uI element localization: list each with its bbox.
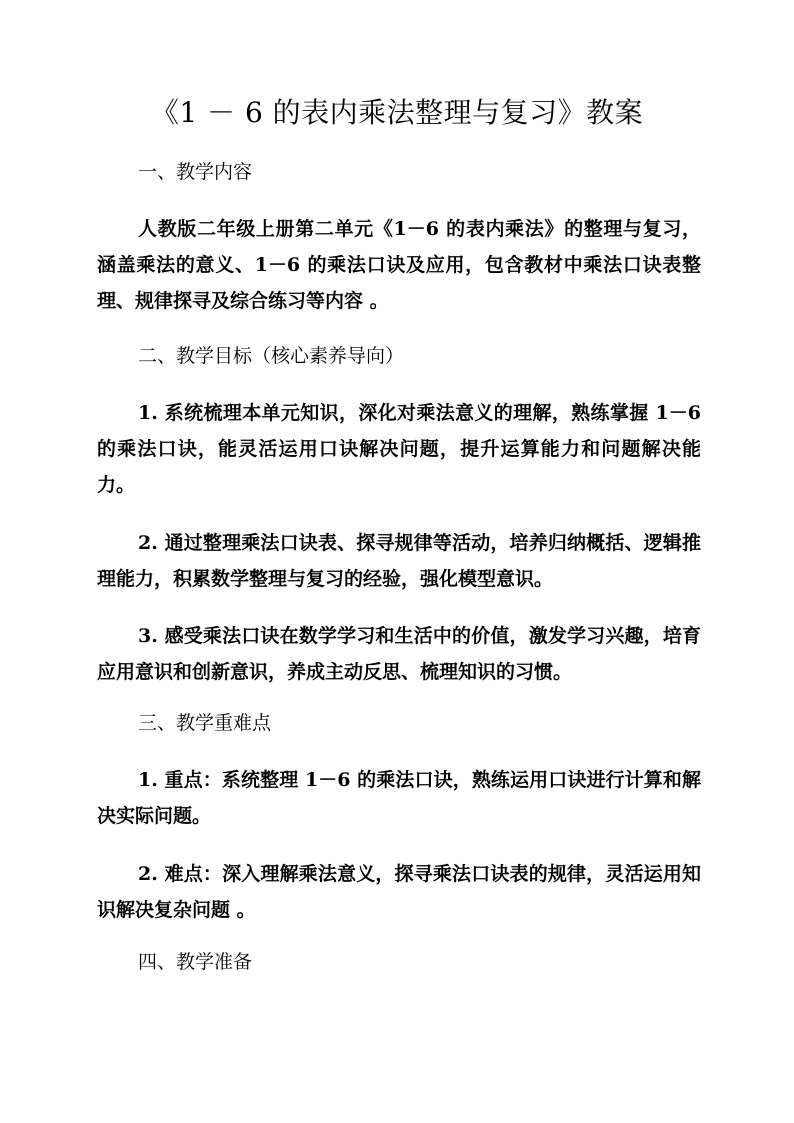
paragraph-difficulty: 2. 难点：深入理解乘法意义，探寻乘法口诀表的规律，灵活运用知识解决复杂问题 。	[97, 863, 701, 921]
paragraph-objective-2: 2. 通过整理乘法口诀表、探寻规律等活动，培养归纳概括、逻辑推理能力，积累数学整理与复习的经验，强化模型意识。	[97, 532, 701, 590]
paragraph-objective-1: 1. 系统梳理本单元知识，深化对乘法意义的理解，熟练掌握 1－6 的乘法口诀，能灵活运用口诀解决问题，提升运算能力和问题解决能力。	[97, 402, 701, 496]
section-heading-preparation: 四、教学准备	[138, 951, 253, 973]
section-heading-key-points: 三、教学重难点	[138, 712, 272, 734]
section-heading-content: 一、教学内容	[138, 161, 253, 183]
paragraph-objective-3: 3. 感受乘法口诀在数学学习和生活中的价值，激发学习兴趣，培育应用意识和创新意识，养成主动反思、梳理知识的习惯。	[97, 625, 701, 683]
document-title: 《1 － 6 的表内乘法整理与复习》教案	[150, 96, 644, 129]
paragraph-key-point: 1. 重点：系统整理 1－6 的乘法口诀，熟练运用口诀进行计算和解决实际问题。	[97, 769, 701, 827]
section-heading-objectives: 二、教学目标（核心素养导向）	[138, 345, 405, 367]
paragraph-content: 人教版二年级上册第二单元《1－6 的表内乘法》的整理与复习，涵盖乘法的意义、1－6 的乘法口诀及应用，包含教材中乘法口诀表整理、规律探寻及综合练习等内容 。	[97, 218, 701, 312]
